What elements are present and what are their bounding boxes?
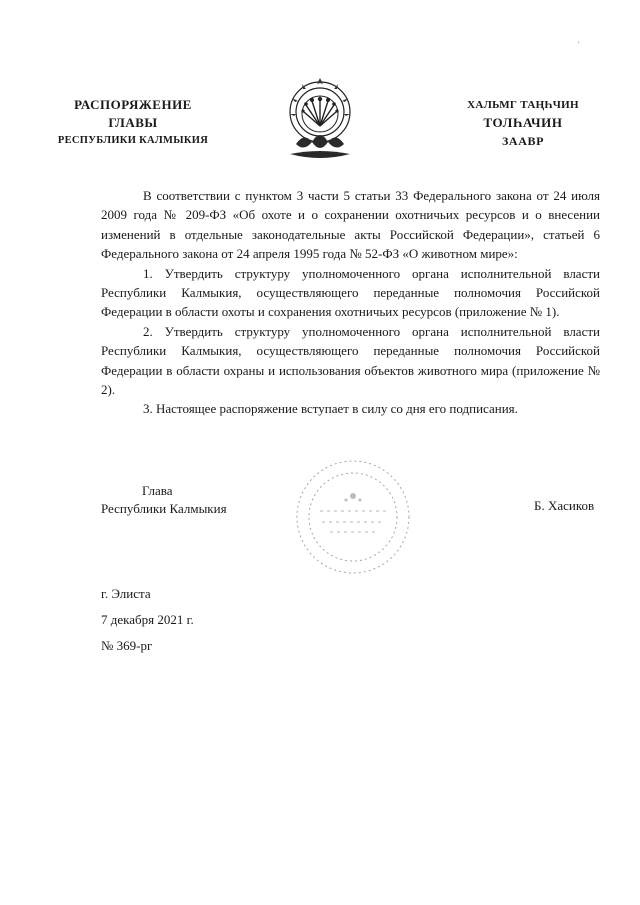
order-body <box>101 186 600 419</box>
header-right-line1: ХАЛЬМГ ТАҢҺЧИН <box>467 99 579 111</box>
item-3-paragraph: 3. Настоящее распоряжение вступает в силу со дня его подписания. <box>143 401 518 417</box>
scan-speck: ' <box>578 40 580 49</box>
signatory-title-line1: Глава <box>142 483 173 498</box>
header-right <box>448 96 598 150</box>
official-stamp-icon <box>292 456 414 578</box>
preamble-paragraph: В соответствии с пунктом 3 части 5 статьи 33 Федерального закона от 24 июля 2009 года № 209-ФЗ «Об охоте и о сохранении охотничьих ресурсов и о внесении изменений в отдельные законодательные акты Российской Федерации», статьей 6 Федерального закона от 24 апреля 1995 года № 52-ФЗ «О животном мире»: <box>101 188 600 262</box>
issue-city: г. Элиста <box>101 586 151 601</box>
header-left-line3: РЕСПУБЛИКИ КАЛМЫКИЯ <box>57 135 209 146</box>
header-left <box>48 96 218 150</box>
header-right-line2: ТОЛҺАЧИН <box>483 115 563 130</box>
item-1-paragraph: 1. Утвердить структуру уполномоченного органа исполнительной власти Республики Калмыкия, осуществляющего переданные полномочия Российской Федерации в области охоты и сохранения охотничьих ресурсов (приложение № 1). <box>101 265 600 320</box>
signatory-title-line2: Республики Калмыкия <box>101 501 227 516</box>
document-number: № 369-рг <box>101 638 153 653</box>
header-left-line1: РАСПОРЯЖЕНИЕ <box>74 97 192 112</box>
signatory-title <box>101 482 227 518</box>
signatory-name: Б. Хасиков <box>534 498 595 513</box>
issue-date: 7 декабря 2021 г. <box>101 612 194 627</box>
header-right-line3: ЗААВР <box>502 134 544 148</box>
header-left-line2: ГЛАВЫ <box>108 115 158 130</box>
coat-of-arms-icon <box>282 70 358 166</box>
item-2-paragraph: 2. Утвердить структуру уполномоченного органа исполнительной власти Республики Калмыкия, осуществляющего переданные полномочия Российской Федерации в области охраны и использования объектов животного мира (приложение № 2). <box>101 323 600 398</box>
